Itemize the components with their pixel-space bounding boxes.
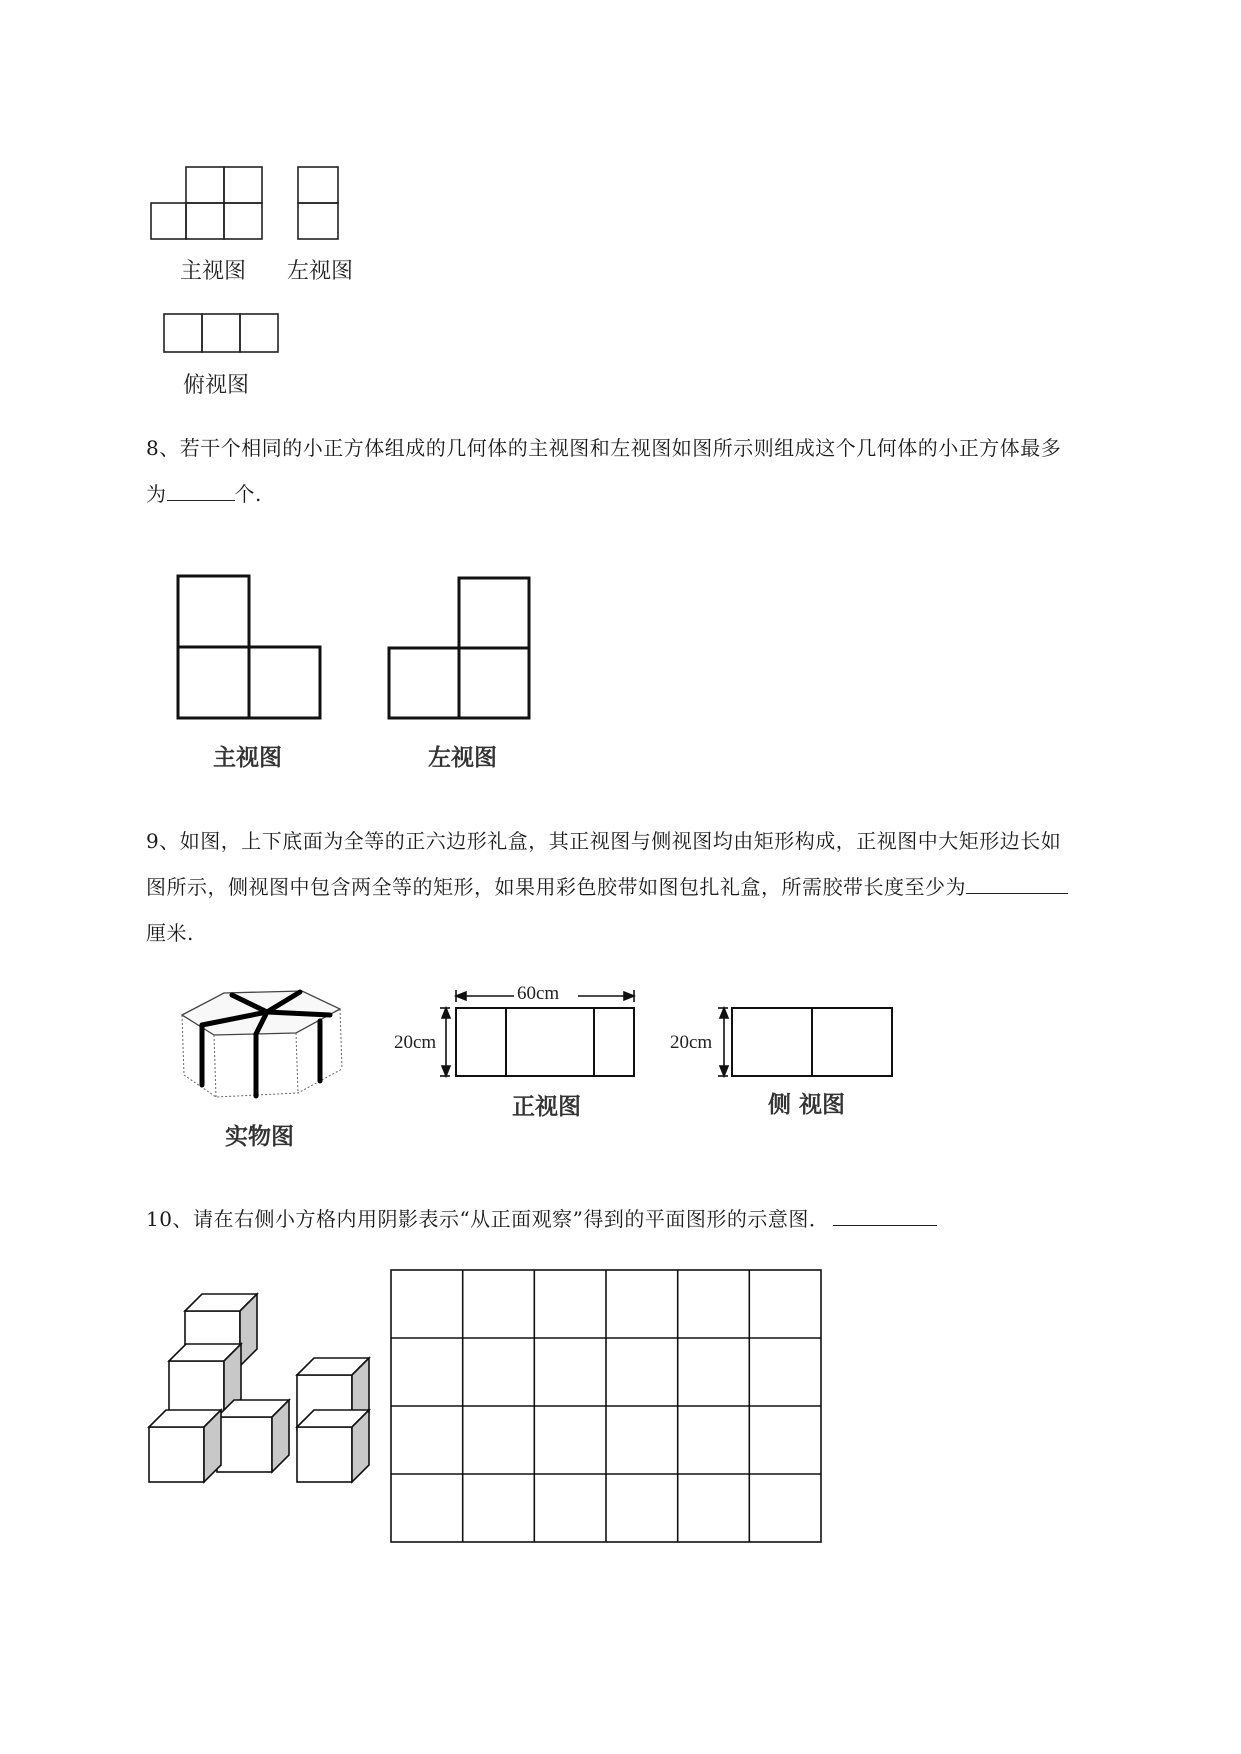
q8-question-text (146, 425, 1156, 517)
q7-top-caption: 俯视图 (183, 373, 250, 398)
q9-side-caption: 侧 视图 (768, 1092, 846, 1118)
q10-cube-stack-svg (145, 1300, 385, 1530)
q7-left-caption: 左视图 (287, 259, 354, 284)
q7-left-view-drawing (297, 165, 342, 245)
q7-top-view (163, 312, 283, 357)
q7-front-view (150, 165, 270, 245)
q9-text-line1: 如图，上下底面为全等的正六边形礼盒，其正视图与侧视图均由矩形构成，正视图中大矩形边长如 (179, 829, 1062, 853)
q10-answer-grid[interactable] (390, 1269, 825, 1549)
q8-front-caption: 主视图 (213, 745, 282, 771)
q9-side-height-label: 20cm (670, 1032, 713, 1053)
q7-front-view-drawing (150, 165, 270, 245)
q8-number: 8、 (146, 436, 180, 460)
q9-question-text (146, 818, 1156, 956)
q9-front-view-drawing (390, 978, 650, 1088)
q9-text-line3: 厘米. (146, 921, 194, 945)
q8-left-view-drawing (387, 576, 537, 726)
q8-text-line2-after: 个. (234, 482, 262, 506)
q9-answer-blank[interactable] (966, 875, 1068, 894)
q10-number: 10、 (146, 1207, 193, 1231)
q9-front-height-label: 20cm (394, 1032, 437, 1053)
q10-answer-blank[interactable] (833, 1207, 937, 1226)
q9-text-line2: 图所示，侧视图中包含两全等的矩形，如果用彩色胶带如图包扎礼盒，所需胶带长度至少为 (146, 875, 966, 899)
q7-top-view-drawing (163, 312, 283, 357)
q9-side-view (668, 978, 908, 1088)
q9-width-label: 60cm (517, 983, 560, 1004)
q9-number: 9、 (146, 829, 180, 853)
q10-question-text (146, 1196, 1156, 1242)
q9-front-caption: 正视图 (512, 1094, 581, 1120)
q9-gift-box-svg (172, 985, 362, 1105)
q8-left-view (387, 576, 537, 726)
q9-side-view-drawing (668, 978, 908, 1088)
q8-text-line2-before: 为 (146, 482, 167, 506)
q9-object-caption: 实物图 (225, 1124, 294, 1150)
q8-left-caption: 左视图 (428, 745, 497, 771)
q9-front-view (390, 978, 650, 1088)
q9-gift-box-drawing (172, 985, 362, 1105)
q8-text-line1: 若干个相同的小正方体组成的几何体的主视图和左视图如图所示则组成这个几何体的小正方体最多 (179, 436, 1062, 460)
q8-front-view (176, 574, 326, 724)
q8-answer-blank[interactable] (167, 482, 235, 501)
q7-left-view (297, 165, 342, 245)
q7-front-caption: 主视图 (180, 259, 247, 284)
q10-grid-svg (390, 1269, 825, 1549)
q8-front-view-drawing (176, 574, 326, 724)
q10-cube-stack-drawing (145, 1300, 385, 1530)
q10-text: 请在右侧小方格内用阴影表示“从正面观察”得到的平面图形的示意图． (192, 1207, 830, 1231)
